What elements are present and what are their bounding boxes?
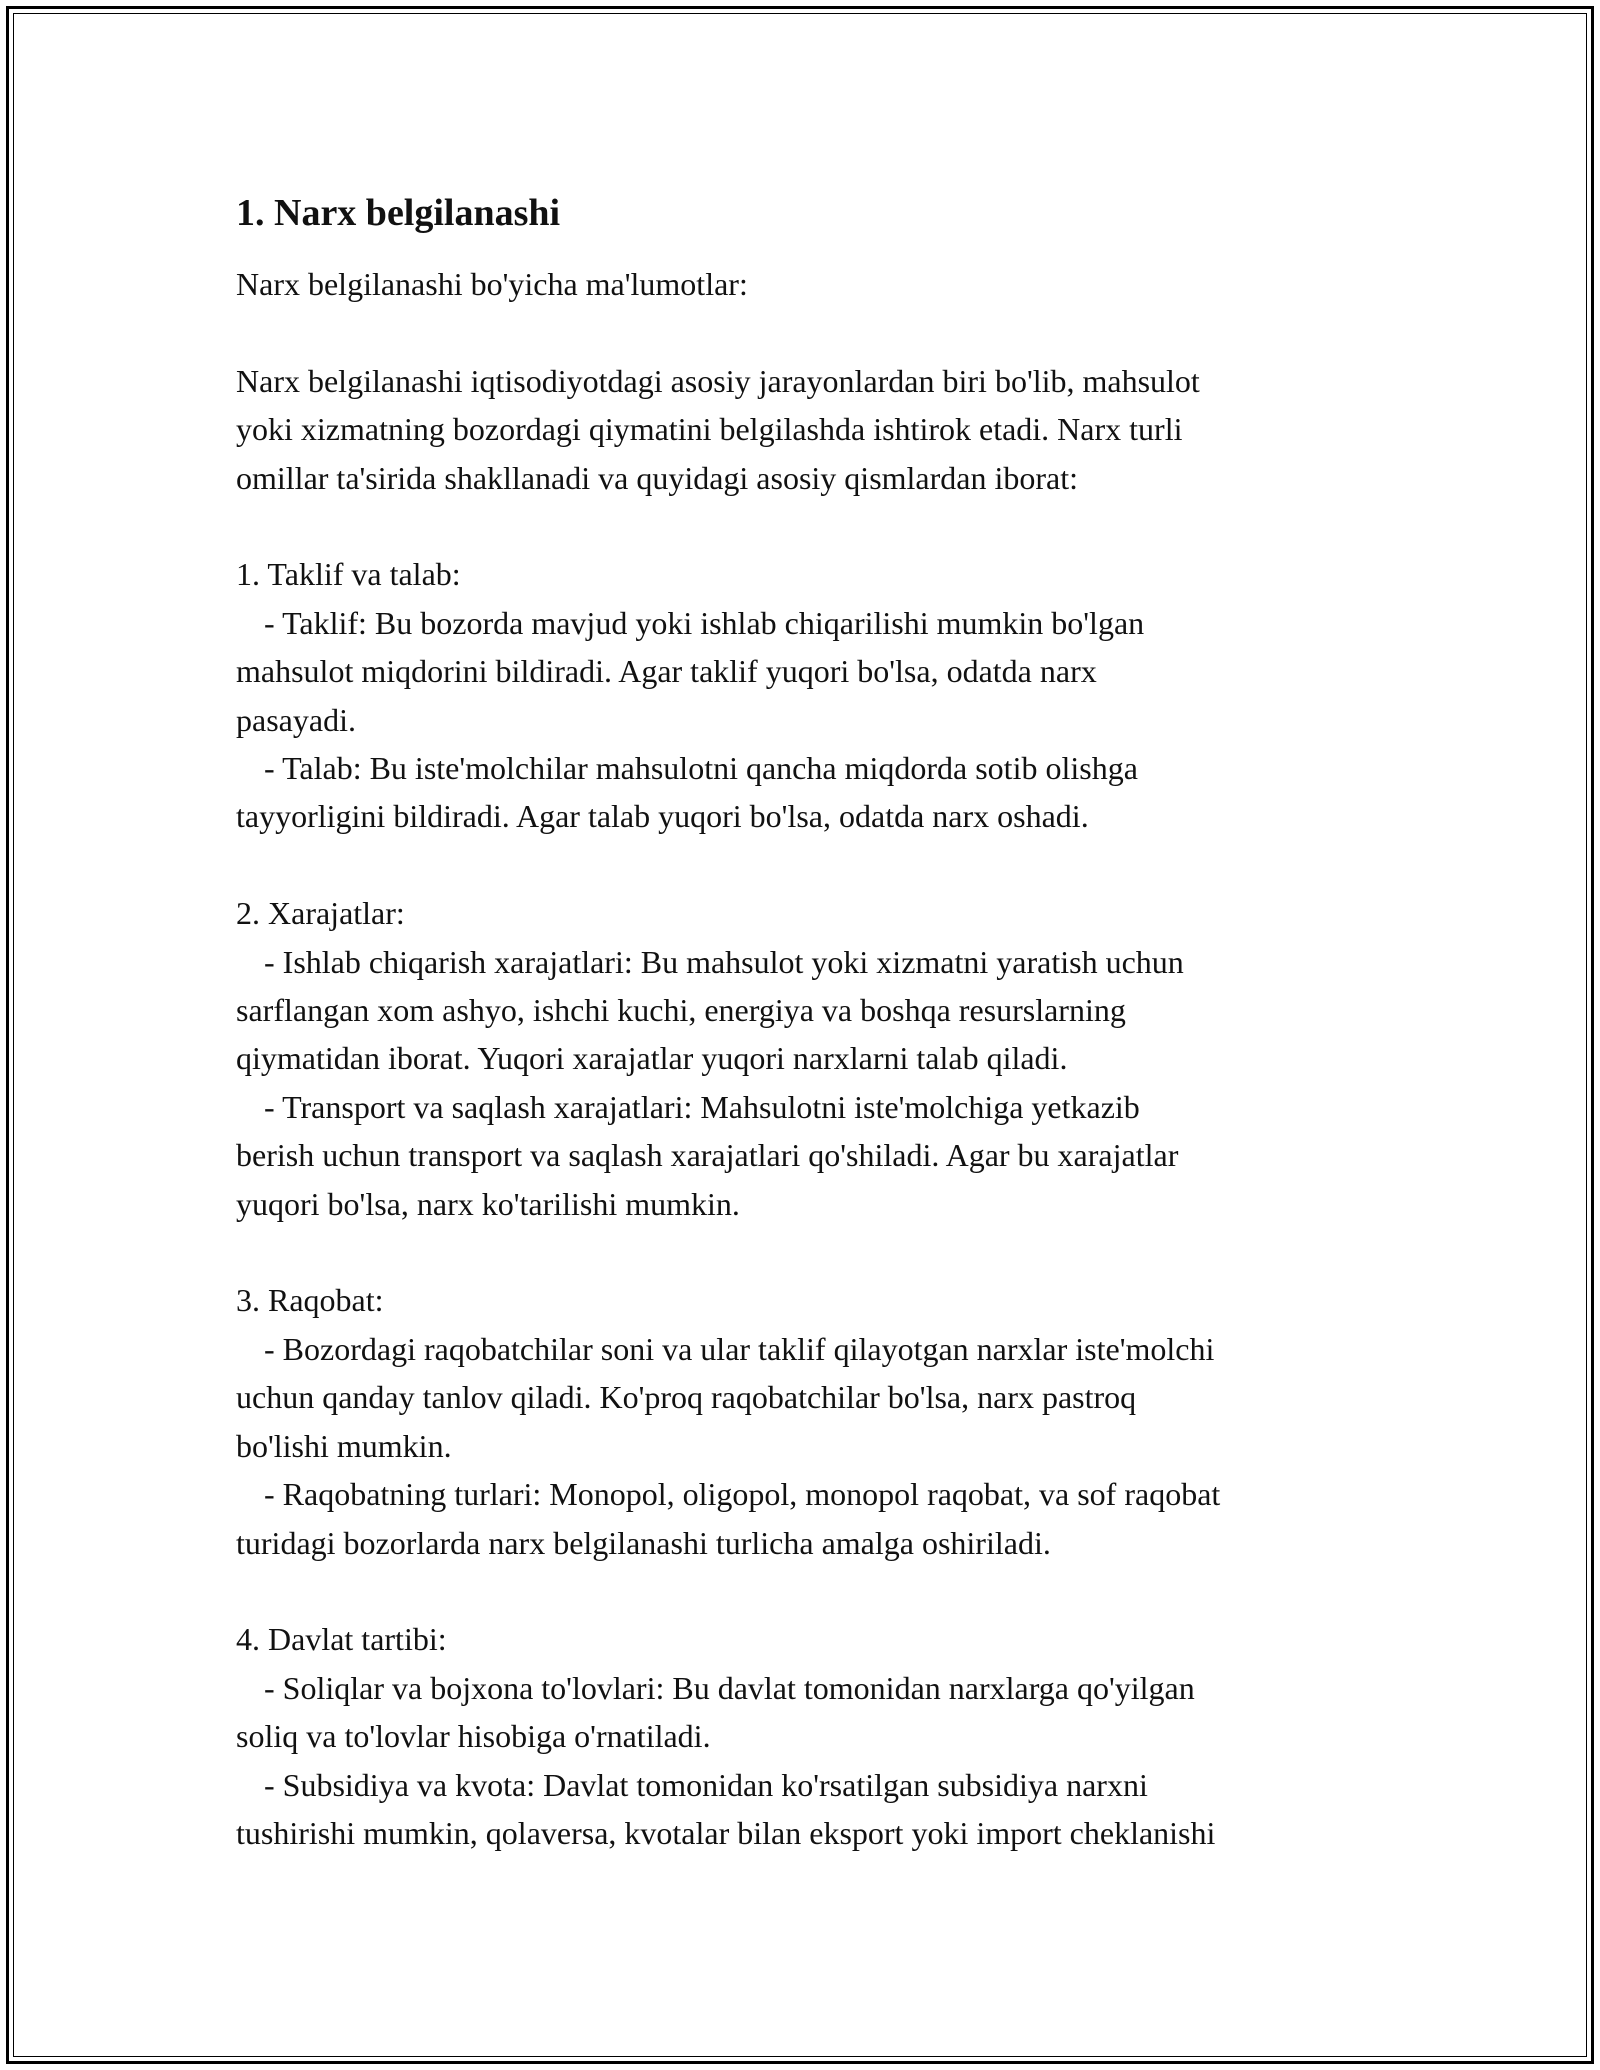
intro-line: Narx belgilanashi bo'yicha ma'lumotlar: (236, 266, 748, 302)
bullet-continuation: soliq va to'lovlar hisobiga o'rnatiladi. (236, 1718, 711, 1755)
section-heading: 3. Raqobat: (236, 1282, 384, 1319)
bullet-first-line: - Ishlab chiqarish xarajatlari: Bu mahsulot yoki xizmatni yaratish uchun (264, 943, 1184, 980)
bullet-continuation: berish uchun transport va saqlash xarajatlari qo'shiladi. Agar bu xarajatlar (236, 1137, 1179, 1174)
overview-line: yoki xizmatning bozordagi qiymatini belgilashda ishtirok etadi. Narx turli (236, 411, 1183, 448)
bullet-first-line: - Soliqlar va bojxona to'lovlari: Bu davlat tomonidan narxlarga qo'yilgan (264, 1669, 1195, 1706)
bullet-continuation: mahsulot miqdorini bildiradi. Agar taklif yuqori bo'lsa, odatda narx (236, 653, 1097, 690)
section-heading: 4. Davlat tartibi: (236, 1621, 447, 1658)
bullet-first-line: - Bozordagi raqobatchilar soni va ular taklif qilayotgan narxlar iste'molchi (264, 1330, 1215, 1367)
bullet-continuation: bo'lishi mumkin. (236, 1427, 452, 1464)
overview-line: Narx belgilanashi iqtisodiyotdagi asosiy jarayonlardan biri bo'lib, mahsulot (236, 362, 1200, 399)
blank-line (236, 1567, 1416, 1615)
bullet-continuation: tayyorligini bildiradi. Agar talab yuqori bo'lsa, odatda narx oshadi. (236, 798, 1089, 835)
section-heading: 2. Xarajatlar: (236, 895, 405, 932)
section-heading: 1. Taklif va talab: (236, 556, 461, 593)
bullet-first-line: - Taklif: Bu bozorda mavjud yoki ishlab chiqarilishi mumkin bo'lgan (264, 604, 1145, 641)
overview-line: omillar ta'sirida shakllanadi va quyidagi asosiy qismlardan iborat: (236, 459, 1079, 496)
bullet-continuation: uchun qanday tanlov qiladi. Ko'proq raqobatchilar bo'lsa, narx pastroq (236, 1379, 1137, 1416)
blank-line (236, 308, 1416, 356)
document-body (236, 186, 1416, 1857)
blank-line (236, 841, 1416, 889)
bullet-first-line: - Subsidiya va kvota: Davlat tomonidan ko'rsatilgan subsidiya narxni (264, 1766, 1148, 1803)
blank-line (236, 502, 1416, 550)
bullet-continuation: sarflangan xom ashyo, ishchi kuchi, energiya va boshqa resurslarning (236, 992, 1126, 1029)
bullet-continuation: tushirishi mumkin, qolaversa, kvotalar bilan eksport yoki import cheklanishi (236, 1814, 1216, 1851)
blank-line (236, 1228, 1416, 1276)
bullet-first-line: - Talab: Bu iste'molchilar mahsulotni qancha miqdorda sotib olishga (264, 750, 1138, 787)
bullet-continuation: qiymatidan iborat. Yuqori xarajatlar yuqori narxlarni talab qiladi. (236, 1040, 1068, 1077)
bullet-first-line: - Raqobatning turlari: Monopol, oligopol, monopol raqobat, va sof raqobat (264, 1476, 1221, 1513)
bullet-continuation: yuqori bo'lsa, narx ko'tarilishi mumkin. (236, 1185, 740, 1222)
document-title: 1. Narx belgilanashi (236, 192, 561, 234)
bullet-first-line: - Transport va saqlash xarajatlari: Mahsulotni iste'molchiga yetkazib (264, 1088, 1140, 1125)
bullet-continuation: pasayadi. (236, 701, 356, 738)
bullet-continuation: turidagi bozorlarda narx belgilanashi turlicha amalga oshiriladi. (236, 1524, 1051, 1561)
